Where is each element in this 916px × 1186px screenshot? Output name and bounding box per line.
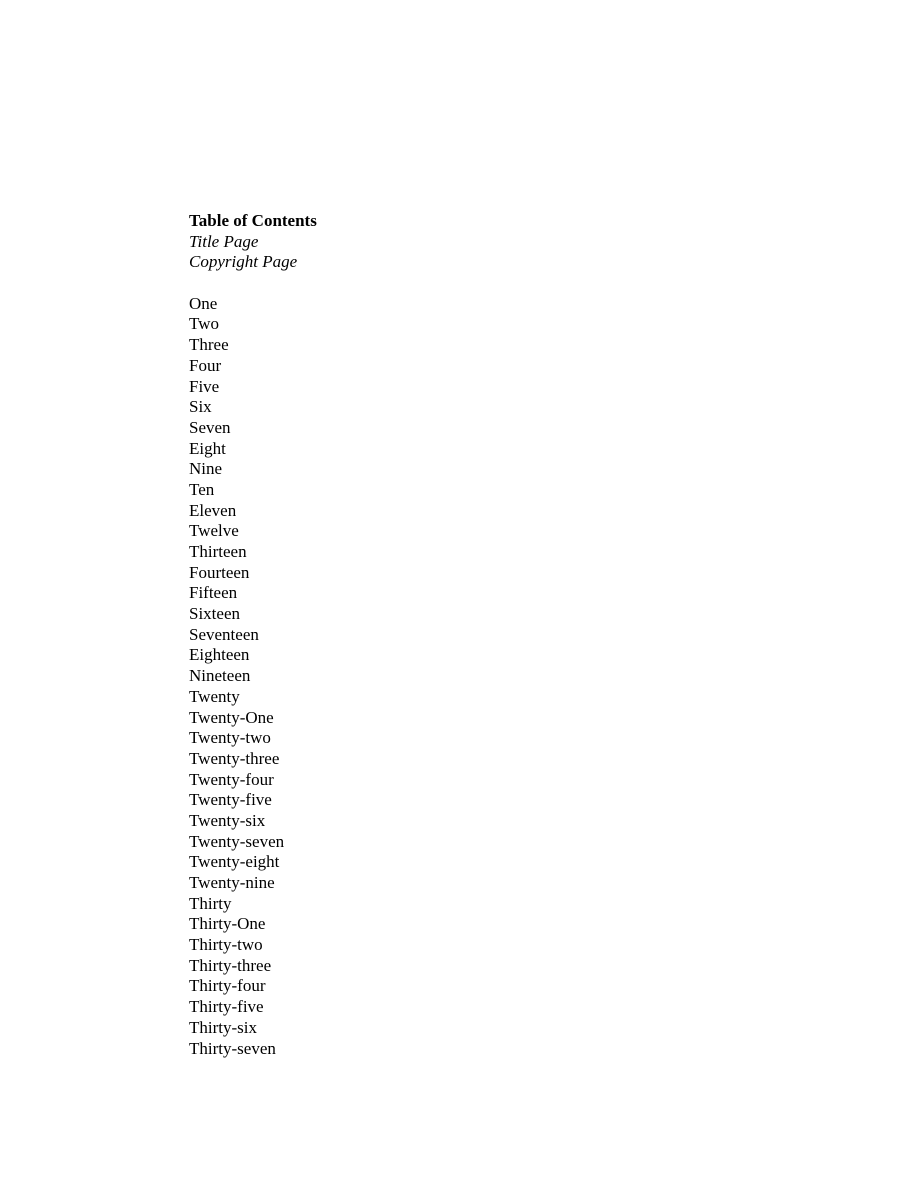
toc-chapter-link[interactable]: Eleven [189, 500, 237, 520]
toc-chapter-link[interactable]: Sixteen [189, 604, 240, 624]
toc-chapter-link[interactable]: Seventeen [189, 624, 259, 644]
toc-chapter-link[interactable]: Thirty-three [189, 955, 272, 975]
toc-chapter-link[interactable]: Eighteen [189, 645, 250, 665]
toc-chapter-link[interactable]: Twenty-seven [189, 831, 285, 851]
toc-chapter-link[interactable]: Twenty [189, 686, 240, 706]
toc-link-copyright-page[interactable]: Copyright Page [189, 252, 298, 272]
toc-chapter-link[interactable]: Twenty-nine [189, 873, 275, 892]
toc-chapter-link[interactable]: Twenty-One [189, 707, 274, 727]
toc-chapter-link[interactable]: Two [189, 314, 219, 334]
toc-chapter-link[interactable]: Thirty-seven [189, 1038, 276, 1058]
toc-chapter-link[interactable]: Twenty-six [189, 810, 266, 830]
toc-chapter-link[interactable]: Ten [189, 479, 215, 499]
toc-chapter-link[interactable]: Three [189, 335, 229, 355]
toc-chapter-link[interactable]: Four [189, 355, 222, 375]
toc-chapter-link[interactable]: Eight [189, 438, 226, 458]
toc-chapter-link[interactable]: Twenty-eight [189, 852, 280, 872]
toc-heading: Table of Contents [189, 211, 317, 230]
toc-link-title-page[interactable]: Title Page [189, 231, 259, 251]
toc-chapter-link[interactable]: Twenty-four [189, 769, 274, 789]
toc-chapter-link[interactable]: One [189, 293, 218, 313]
toc-chapter-link[interactable]: Five [189, 376, 220, 396]
toc-chapter-link[interactable]: Nine [189, 459, 223, 479]
toc-chapter-link[interactable]: Thirty [189, 893, 232, 913]
toc-chapter-link[interactable]: Twenty-two [189, 728, 271, 748]
toc-chapter-link[interactable]: Twenty-three [189, 748, 280, 768]
toc-chapter-link[interactable]: Thirty-six [189, 1017, 257, 1037]
toc-chapter-link[interactable]: Thirteen [189, 542, 247, 561]
toc-chapter-link[interactable]: Thirty-four [189, 976, 266, 996]
toc-chapter-link[interactable]: Thirty-two [189, 935, 263, 955]
toc-chapter-link[interactable]: Six [189, 397, 212, 417]
toc-chapter-link[interactable]: Seven [189, 417, 231, 437]
chapter-list [189, 294, 317, 1059]
toc-chapter-link[interactable]: Thirty-One [189, 914, 266, 934]
table-of-contents [189, 211, 317, 1059]
toc-chapter-link[interactable]: Thirty-five [189, 997, 264, 1017]
toc-chapter-link[interactable]: Fourteen [189, 562, 250, 582]
toc-chapter-link[interactable]: Twenty-five [189, 790, 272, 810]
toc-chapter-link[interactable]: Twelve [189, 521, 239, 541]
toc-spacer [189, 273, 317, 294]
toc-chapter-link[interactable]: Nineteen [189, 666, 251, 686]
toc-chapter-link[interactable]: Fifteen [189, 583, 238, 603]
